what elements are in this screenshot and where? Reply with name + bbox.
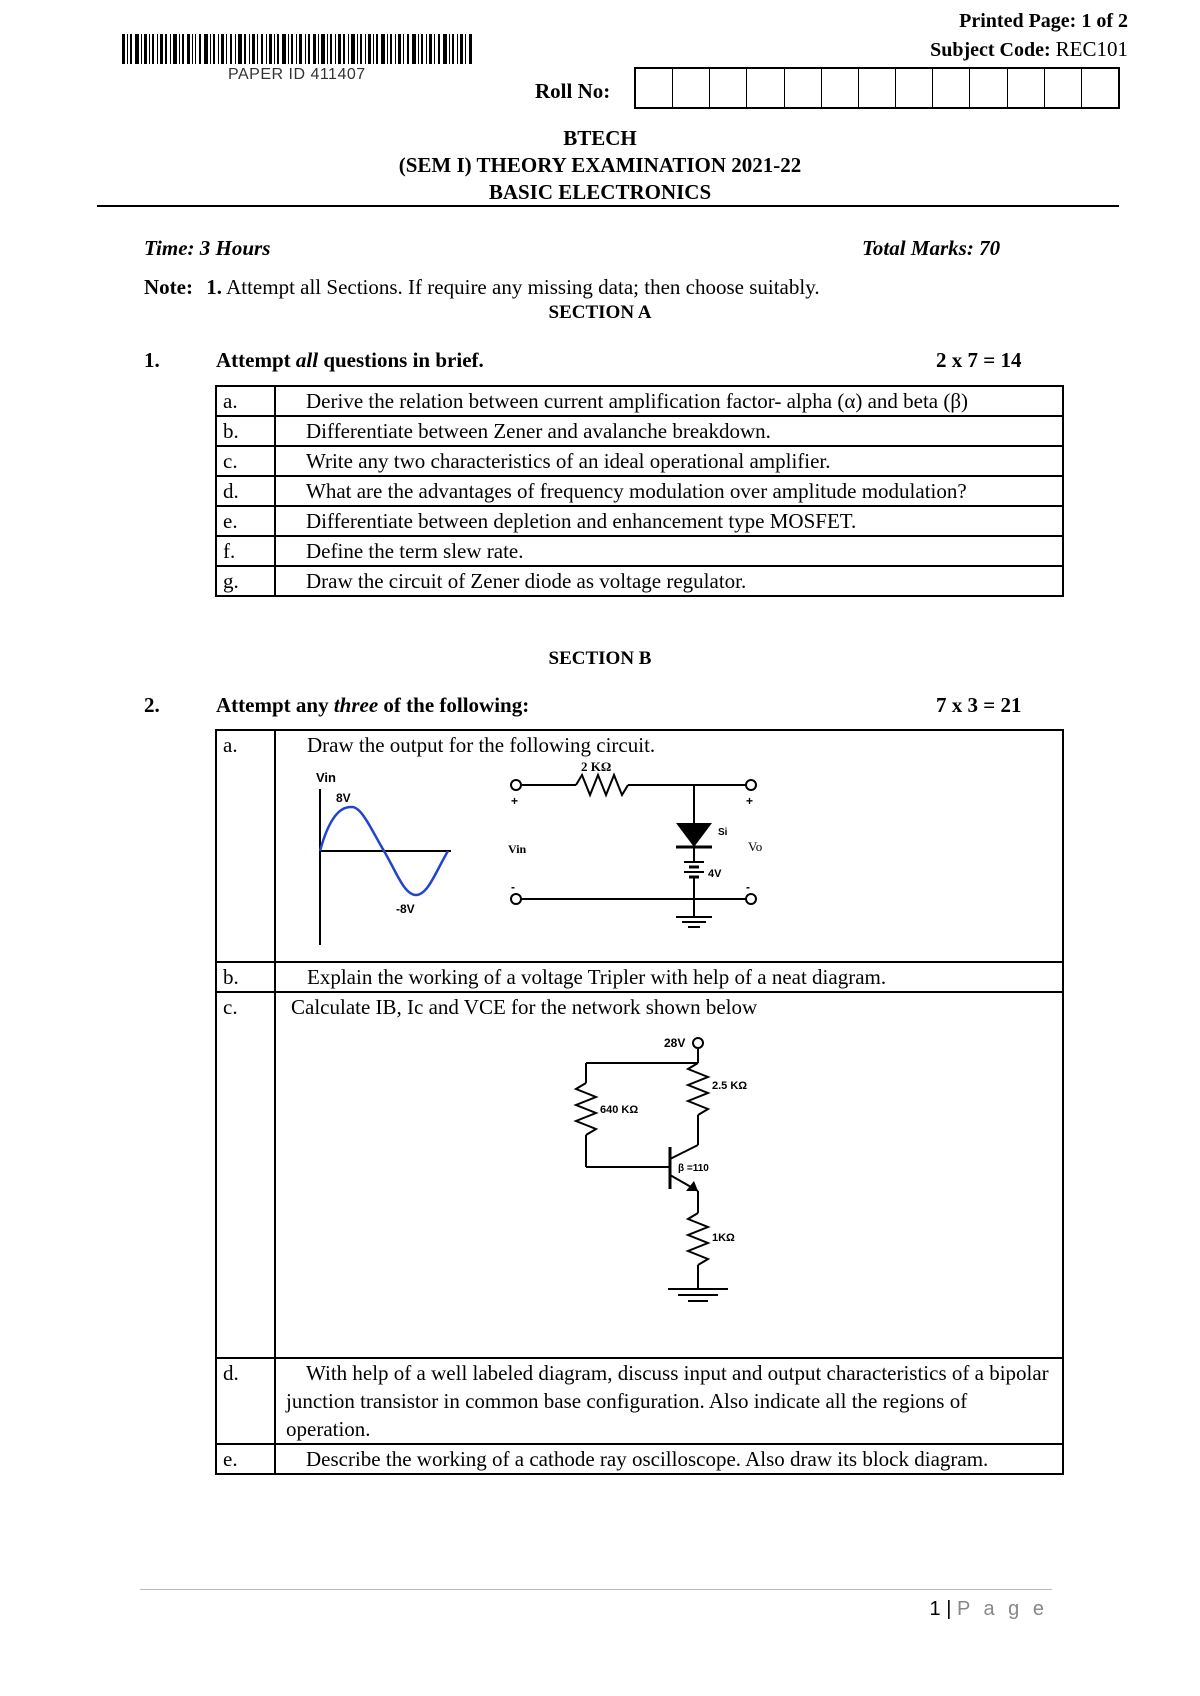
title-degree: BTECH xyxy=(563,126,637,150)
output-terminal-top xyxy=(746,780,756,790)
diode-symbol xyxy=(676,823,712,847)
svg-text:+: + xyxy=(511,794,519,808)
question-row xyxy=(216,416,1063,446)
question-row xyxy=(216,1444,1063,1474)
paper-id: PAPER ID 411407 xyxy=(228,66,366,83)
question-label: e. xyxy=(216,506,275,536)
question-cell xyxy=(275,1358,1063,1444)
note-label: Note: xyxy=(144,275,193,299)
title-subject: BASIC ELECTRONICS xyxy=(488,180,712,204)
question-label: b. xyxy=(216,962,275,992)
question-text: Describe the working of a cathode ray oscilloscope. Also draw its block diagram. xyxy=(306,1447,989,1471)
question-row xyxy=(216,476,1063,506)
section-a-instruction: Attempt all questions in brief. xyxy=(216,348,484,372)
battery-label: 4V xyxy=(708,868,722,880)
question-text: Calculate IB, Ic and VCE for the network shown below xyxy=(291,995,758,1019)
section-b-number: 2. xyxy=(144,693,160,717)
note-number: 1. xyxy=(206,275,222,299)
svg-text:-: - xyxy=(511,880,515,894)
waveform-vin-label: Vin xyxy=(316,770,336,785)
question-text: With help of a well labeled diagram, discuss input and output characteristics of a bipolar junction transistor in common base configuration. Also indicate all the regions of operation. xyxy=(286,1361,1049,1441)
question-text: What are the advantages of frequency modulation over amplitude modulation? xyxy=(275,476,1063,506)
resistor-2k xyxy=(576,775,628,795)
waveform-peak-negative: -8V xyxy=(396,902,415,916)
diode-label: Si xyxy=(718,827,728,838)
question-label: d. xyxy=(216,476,275,506)
printed-page: Printed Page: 1 of 2 xyxy=(959,10,1128,32)
question-label: e. xyxy=(216,1444,275,1474)
input-terminal-top xyxy=(511,780,521,790)
question-text: Write any two characteristics of an ideal operational amplifier. xyxy=(275,446,1063,476)
resistor-re xyxy=(688,1213,708,1265)
question-label: a. xyxy=(216,730,275,962)
re-label: 1KΩ xyxy=(712,1232,735,1244)
beta-label: β =110 xyxy=(678,1163,709,1174)
section-b-questions xyxy=(215,729,1064,1475)
note-text: Attempt all Sections. If require any missing data; then choose suitably. xyxy=(226,275,820,299)
question-cell xyxy=(275,992,1063,1358)
section-b-heading: SECTION B xyxy=(548,648,652,669)
roll-no-label: Roll No: xyxy=(535,79,611,103)
question-cell xyxy=(275,962,1063,992)
subject-code-label: Subject Code: xyxy=(930,39,1056,61)
question-row xyxy=(216,386,1063,416)
subject-code xyxy=(930,37,1128,62)
section-b-marks: 7 x 3 = 21 xyxy=(936,693,1022,717)
question-row xyxy=(216,446,1063,476)
footer-rule xyxy=(140,1589,1052,1590)
question-text: Define the term slew rate. xyxy=(275,536,1063,566)
question-cell xyxy=(275,1444,1063,1474)
section-a-heading: SECTION A xyxy=(548,302,652,323)
subject-code-value: REC101 xyxy=(1055,37,1128,61)
question-row xyxy=(216,506,1063,536)
page-separator: | xyxy=(946,1598,952,1620)
supply-label: 28V xyxy=(664,1036,686,1050)
section-a-marks: 2 x 7 = 14 xyxy=(936,348,1022,372)
section-a-questions xyxy=(215,385,1064,597)
input-terminal-bottom xyxy=(511,894,521,904)
question-row xyxy=(216,992,1063,1358)
circuit-input-label: Vin xyxy=(508,842,527,856)
page-number: 1 xyxy=(929,1598,941,1620)
rc-label: 2.5 KΩ xyxy=(712,1080,748,1092)
svg-text:+: + xyxy=(746,794,754,808)
svg-text:-: - xyxy=(746,880,750,894)
question-label: f. xyxy=(216,536,275,566)
question-label: g. xyxy=(216,566,275,596)
question-row xyxy=(216,1358,1063,1444)
time-allowed: Time: 3 Hours xyxy=(144,236,271,260)
resistor-rc xyxy=(688,1063,708,1115)
section-a-number: 1. xyxy=(144,348,160,372)
title-exam: (SEM I) THEORY EXAMINATION 2021-22 xyxy=(398,153,802,177)
question-row xyxy=(216,566,1063,596)
transistor-circuit-diagram xyxy=(566,1033,966,1345)
question-text: Differentiate between depletion and enhancement type MOSFET. xyxy=(275,506,1063,536)
header-rule xyxy=(97,205,1119,207)
question-label: c. xyxy=(216,446,275,476)
output-terminal-bottom xyxy=(746,894,756,904)
question-cell xyxy=(275,730,1063,962)
supply-terminal xyxy=(693,1038,703,1048)
rb-label: 640 KΩ xyxy=(600,1104,639,1116)
question-label: a. xyxy=(216,386,275,416)
question-text: Draw the circuit of Zener diode as voltage regulator. xyxy=(275,566,1063,596)
note xyxy=(144,275,820,300)
section-b-instruction: Attempt any three of the following: xyxy=(216,693,530,717)
question-text: Explain the working of a voltage Tripler with help of a neat diagram. xyxy=(307,965,887,989)
question-row xyxy=(216,730,1063,962)
question-label: b. xyxy=(216,416,275,446)
clipper-circuit-diagram xyxy=(276,759,996,957)
question-label: d. xyxy=(216,1358,275,1444)
page-footer xyxy=(930,1598,1048,1621)
resistor-rb xyxy=(576,1083,596,1135)
waveform-peak-positive: 8V xyxy=(336,791,351,805)
question-row xyxy=(216,536,1063,566)
question-text: Derive the relation between current amplification factor- alpha (α) and beta (β) xyxy=(275,386,1063,416)
resistor-label: 2 KΩ xyxy=(581,759,612,774)
question-text: Differentiate between Zener and avalanche breakdown. xyxy=(275,416,1063,446)
total-marks: Total Marks: 70 xyxy=(862,236,1001,260)
question-row xyxy=(216,962,1063,992)
page-word: P a g e xyxy=(956,1598,1048,1620)
question-text: Draw the output for the following circuit. xyxy=(307,733,656,757)
question-label: c. xyxy=(216,992,275,1358)
circuit-output-label: Vo xyxy=(748,839,763,854)
roll-no-boxes[interactable] xyxy=(634,67,1120,109)
